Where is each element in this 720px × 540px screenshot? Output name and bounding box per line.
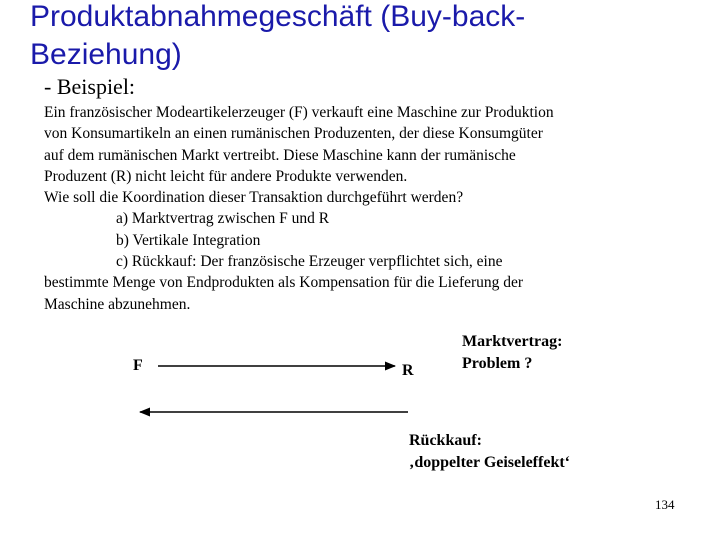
- option-a: a) Marktvertrag zwischen F und R: [116, 210, 330, 228]
- subtitle: - Beispiel:: [44, 74, 136, 99]
- body-line: bestimmte Menge von Endprodukten als Kompensation für die Lieferung der: [44, 274, 524, 292]
- body-line: Produzent (R) nicht leicht für andere Produkte verwenden.: [44, 167, 408, 185]
- body-line: Ein französischer Modeartikelerzeuger (F) verkauft eine Maschine zur Produktion: [44, 104, 554, 121]
- market-label-line-2: Problem ?: [462, 355, 533, 372]
- option-b: b) Vertikale Integration: [116, 231, 261, 249]
- buyback-label: [409, 430, 570, 474]
- option-c: c) Rückkauf: Der französische Erzeuger verpflichtet sich, eine: [116, 253, 503, 271]
- buyback-label-line-2: ‚doppelter Geiseleffekt‘: [409, 454, 570, 471]
- node-r: R: [402, 362, 414, 379]
- market-label-line-1: Marktvertrag:: [462, 333, 563, 350]
- body-line: Maschine abzunehmen.: [44, 295, 191, 313]
- body-line: von Konsumartikeln an einen rumänischen Produzenten, der diese Konsumgüter: [44, 125, 543, 143]
- body-line: Wie soll die Koordination dieser Transaktion durchgeführt werden?: [44, 189, 464, 207]
- page-number: 134: [655, 497, 675, 512]
- buyback-label-line-1: Rückkauf:: [409, 432, 482, 449]
- slide-title-line-1: Produktabnahmegeschäft (Buy-back-: [30, 0, 526, 33]
- slide-title-line-2: Beziehung): [30, 38, 182, 71]
- body-line: auf dem rumänischen Markt vertreibt. Diese Maschine kann der rumänische: [44, 146, 516, 164]
- market-label: [462, 331, 562, 375]
- node-f: F: [133, 357, 143, 374]
